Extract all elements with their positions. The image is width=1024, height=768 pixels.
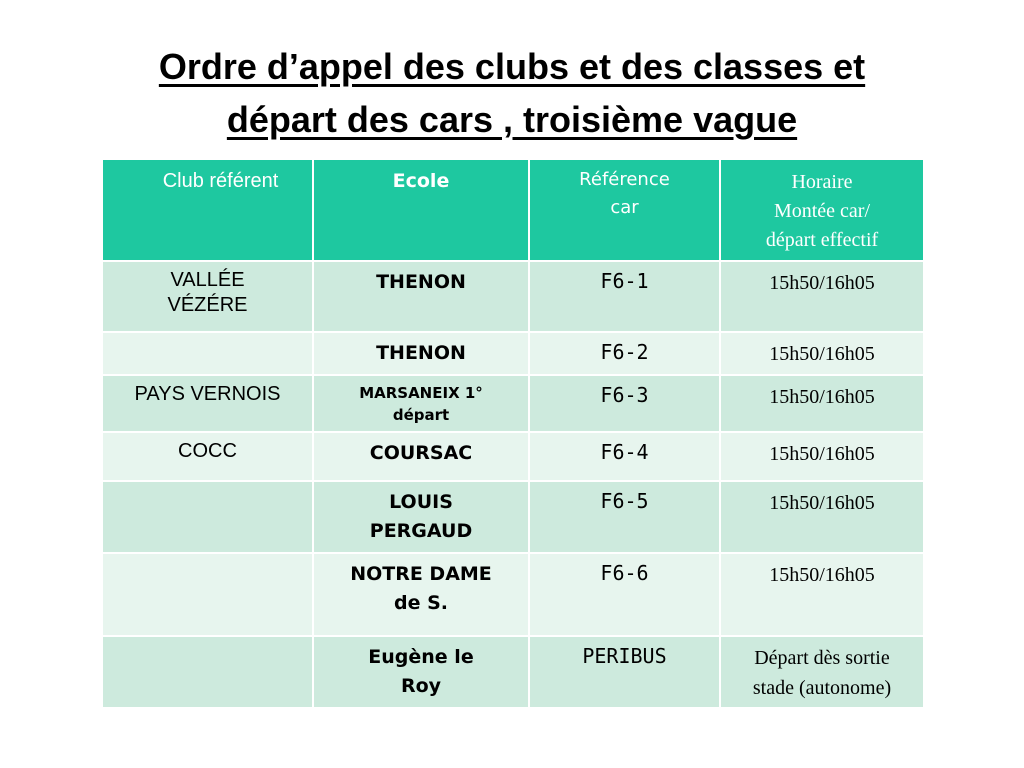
- reference-cell: [529, 636, 720, 708]
- horaire-line-1: 15h50/16h05: [769, 564, 875, 586]
- ecole-line-2: départ: [392, 406, 450, 424]
- reference-value: F6-4: [600, 440, 649, 464]
- horaire-line-2: stade (autonome): [752, 677, 892, 699]
- ecole-cell: [313, 553, 529, 636]
- horaire-line-1: 15h50/16h05: [769, 443, 875, 465]
- club-line-1: PAYS VERNOIS: [134, 383, 281, 405]
- reference-cell: [529, 553, 720, 636]
- reference-value: F6-5: [600, 489, 649, 513]
- header-ecole: [313, 159, 529, 261]
- header-horaire-line-2: Montée car/: [773, 200, 871, 222]
- reference-cell: [529, 432, 720, 481]
- reference-cell: [529, 481, 720, 553]
- horaire-cell: [720, 261, 924, 332]
- ecole-line-1: THENON: [376, 271, 466, 293]
- club-cell: [102, 553, 313, 636]
- horaire-cell: [720, 332, 924, 375]
- table-row: [102, 553, 924, 636]
- ecole-line-2: de S.: [393, 592, 448, 614]
- horaire-cell: [720, 636, 924, 708]
- club-cell: [102, 636, 313, 708]
- header-reference-line-1: Référence: [579, 169, 670, 190]
- horaire-line-1: 15h50/16h05: [769, 272, 875, 294]
- header-horaire-line-3: départ effectif: [765, 229, 879, 251]
- ecole-line-1: NOTRE DAME: [350, 563, 492, 585]
- ecole-line-2: Roy: [400, 675, 442, 697]
- horaire-cell: [720, 481, 924, 553]
- horaire-line-1: Départ dès sortie: [754, 647, 890, 669]
- ecole-line-1: THENON: [376, 342, 466, 364]
- ecole-cell: [313, 432, 529, 481]
- header-ecole-label: Ecole: [392, 170, 450, 192]
- title-line-1: Ordre d’appel des clubs et des classes et: [158, 46, 866, 87]
- ecole-cell: [313, 481, 529, 553]
- club-line-1: COCC: [178, 440, 237, 462]
- horaire-cell: [720, 553, 924, 636]
- header-reference: [529, 159, 720, 261]
- horaire-line-1: 15h50/16h05: [769, 343, 875, 365]
- club-cell: [102, 432, 313, 481]
- ecole-line-1: MARSANEIX 1°: [359, 384, 483, 402]
- table-row: [102, 332, 924, 375]
- club-line-1: VALLÉE: [170, 269, 245, 291]
- reference-value: F6-1: [600, 269, 649, 293]
- header-reference-line-2: car: [610, 197, 639, 218]
- reference-value: F6-2: [600, 340, 649, 364]
- table-row: [102, 261, 924, 332]
- reference-value: PERIBUS: [582, 644, 667, 668]
- club-cell: [102, 481, 313, 553]
- header-horaire-line-1: Horaire: [791, 171, 853, 193]
- horaire-cell: [720, 375, 924, 432]
- ecole-cell: [313, 332, 529, 375]
- table-row: [102, 636, 924, 708]
- reference-cell: [529, 332, 720, 375]
- horaire-line-1: 15h50/16h05: [769, 492, 875, 514]
- club-cell: [102, 261, 313, 332]
- horaire-cell: [720, 432, 924, 481]
- ecole-line-1: LOUIS: [389, 491, 453, 513]
- ecole-cell: [313, 636, 529, 708]
- title-line-2: départ des cars , troisième vague: [226, 99, 798, 140]
- club-cell: [102, 375, 313, 432]
- reference-value: F6-3: [600, 383, 649, 407]
- header-club-label: Club référent: [162, 170, 279, 192]
- reference-cell: [529, 375, 720, 432]
- ecole-cell: [313, 375, 529, 432]
- schedule-table: [101, 158, 925, 709]
- club-cell: [102, 332, 313, 375]
- ecole-line-1: COURSAC: [369, 442, 473, 464]
- ecole-line-2: PERGAUD: [369, 520, 473, 542]
- club-line-2: VÉZÉRE: [167, 294, 248, 316]
- page-title: [80, 40, 944, 146]
- ecole-line-1: Eugène le: [368, 646, 474, 668]
- table-row: [102, 375, 924, 432]
- table-row: [102, 481, 924, 553]
- reference-cell: [529, 261, 720, 332]
- ecole-cell: [313, 261, 529, 332]
- horaire-line-1: 15h50/16h05: [769, 386, 875, 408]
- reference-value: F6-6: [600, 561, 649, 585]
- header-horaire: [720, 159, 924, 261]
- header-club: [102, 159, 313, 261]
- header-row: [102, 159, 924, 261]
- table-row: [102, 432, 924, 481]
